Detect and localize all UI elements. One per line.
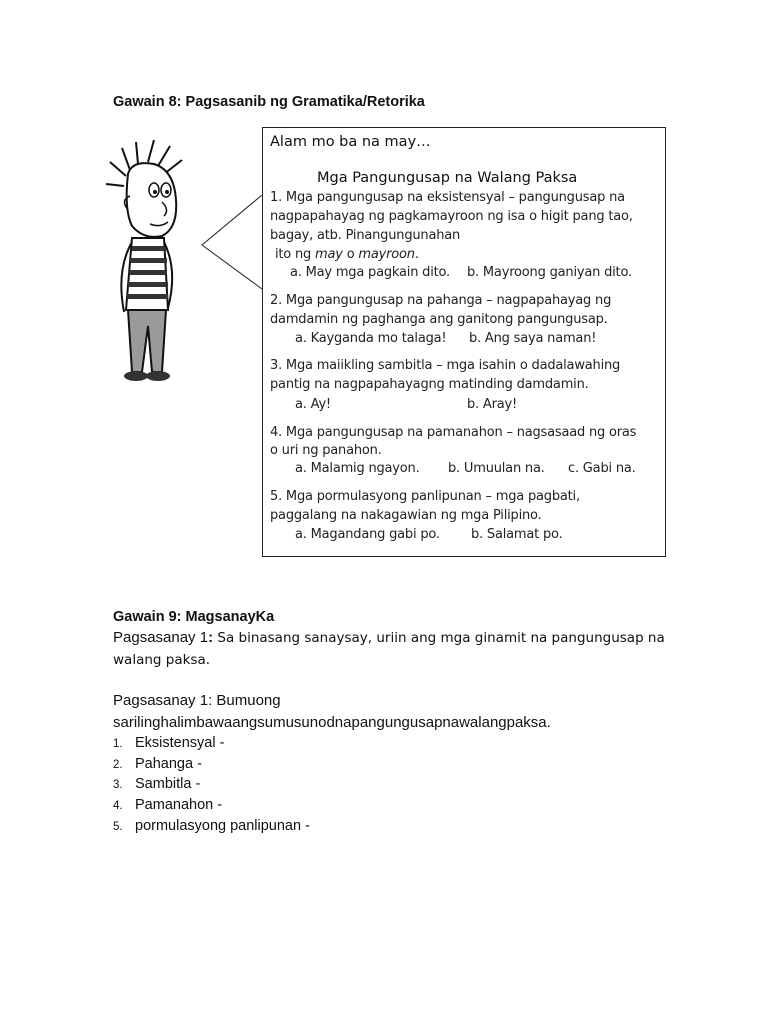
list-item [113,818,310,834]
s2-example-a: a. Kayganda mo talaga! [295,331,447,346]
s2-example-b: b. Ang saya naman! [469,331,597,346]
s5-example-b: b. Salamat po. [471,527,563,542]
s1-word-may: may [315,247,343,262]
s4-example-c: c. Gabi na. [568,461,636,476]
s3-example-a: a. Ay! [295,397,331,412]
list-label: pormulasyong panlipunan - [135,818,310,834]
s1-word-o: o [346,247,355,262]
s1-line2: nagpapahayag ng pagkamayroon ng isa o higit pang tao, [270,209,633,224]
s1-line4-pre: ito ng [275,247,312,262]
s5-line2: paggalang na nakagawian ng mga Pilipino. [270,508,542,523]
list-label: Pahanga - [135,756,202,772]
pagsasanay2-line2: sarilinghalimbawaangsumusunodnapangungusapnawalangpaksa. [113,714,551,731]
list-label: Sambitla - [135,776,201,792]
s1-line1: 1. Mga pangungusap na eksistensyal – pangungusap na [270,190,625,205]
list-label: Pamanahon - [135,797,223,813]
list-item [113,776,200,792]
gawain8-heading: Gawain 8: Pagsasanib ng Gramatika/Retorika [113,94,425,110]
callout-intro: Alam mo ba na may… [270,134,431,150]
list-label: Eksistensyal - [135,735,225,751]
s1-line4-end: . [414,247,419,262]
list-number: 1. [113,738,123,750]
list-number: 5. [113,821,123,833]
callout-title: Mga Pangungusap na Walang Paksa [317,170,578,186]
s4-example-a: a. Malamig ngayon. [295,461,420,476]
pagsasanay1-instruction [113,629,665,646]
s1-word-mayroon: mayroon [358,247,415,262]
list-item [113,756,202,772]
pagsasanay1-text: Sa binasang sanaysay, uriin ang mga ginamit na pangungusap na [213,630,665,646]
list-number: 4. [113,800,123,812]
s1-line4 [275,247,419,262]
s1-example-a: a. May mga pagkain dito. [290,265,450,280]
pagsasanay1-line2: walang paksa. [113,652,211,668]
gawain9-heading: Gawain 9: MagsanayKa [113,609,275,625]
s4-line1: 4. Mga pangungusap na pamanahon – nagsasaad ng oras [270,425,637,440]
s1-line3: bagay, atb. Pinangungunahan [270,228,461,243]
list-item [113,797,222,813]
s3-line2: pantig na nagpapahayagng matinding damdamin. [270,377,589,392]
list-number: 2. [113,759,123,771]
s3-example-b: b. Aray! [467,397,518,412]
pagsasanay1-label: Pagsasanay 1 [113,629,209,646]
s1-example-b: b. Mayroong ganiyan dito. [467,265,632,280]
s2-line2: damdamin ng paghanga ang ganitong pangungusap. [270,312,608,327]
s5-example-a: a. Magandang gabi po. [295,527,440,542]
list-item [113,735,224,751]
s4-line2: o uri ng panahon. [270,443,382,458]
s5-line1: 5. Mga pormulasyong panlipunan – mga pagbati, [270,489,580,504]
s2-line1: 2. Mga pangungusap na pahanga – nagpapahayag ng [270,293,612,308]
speech-pointer [200,195,266,295]
pagsasanay1-colon: : [208,629,214,646]
pagsasanay2-line1: Pagsasanay 1: Bumuong [113,692,281,709]
s4-example-b: b. Umuulan na. [448,461,545,476]
list-number: 3. [113,779,123,791]
s3-line1: 3. Mga maiikling sambitla – mga isahin o dadalawahing [270,358,621,373]
